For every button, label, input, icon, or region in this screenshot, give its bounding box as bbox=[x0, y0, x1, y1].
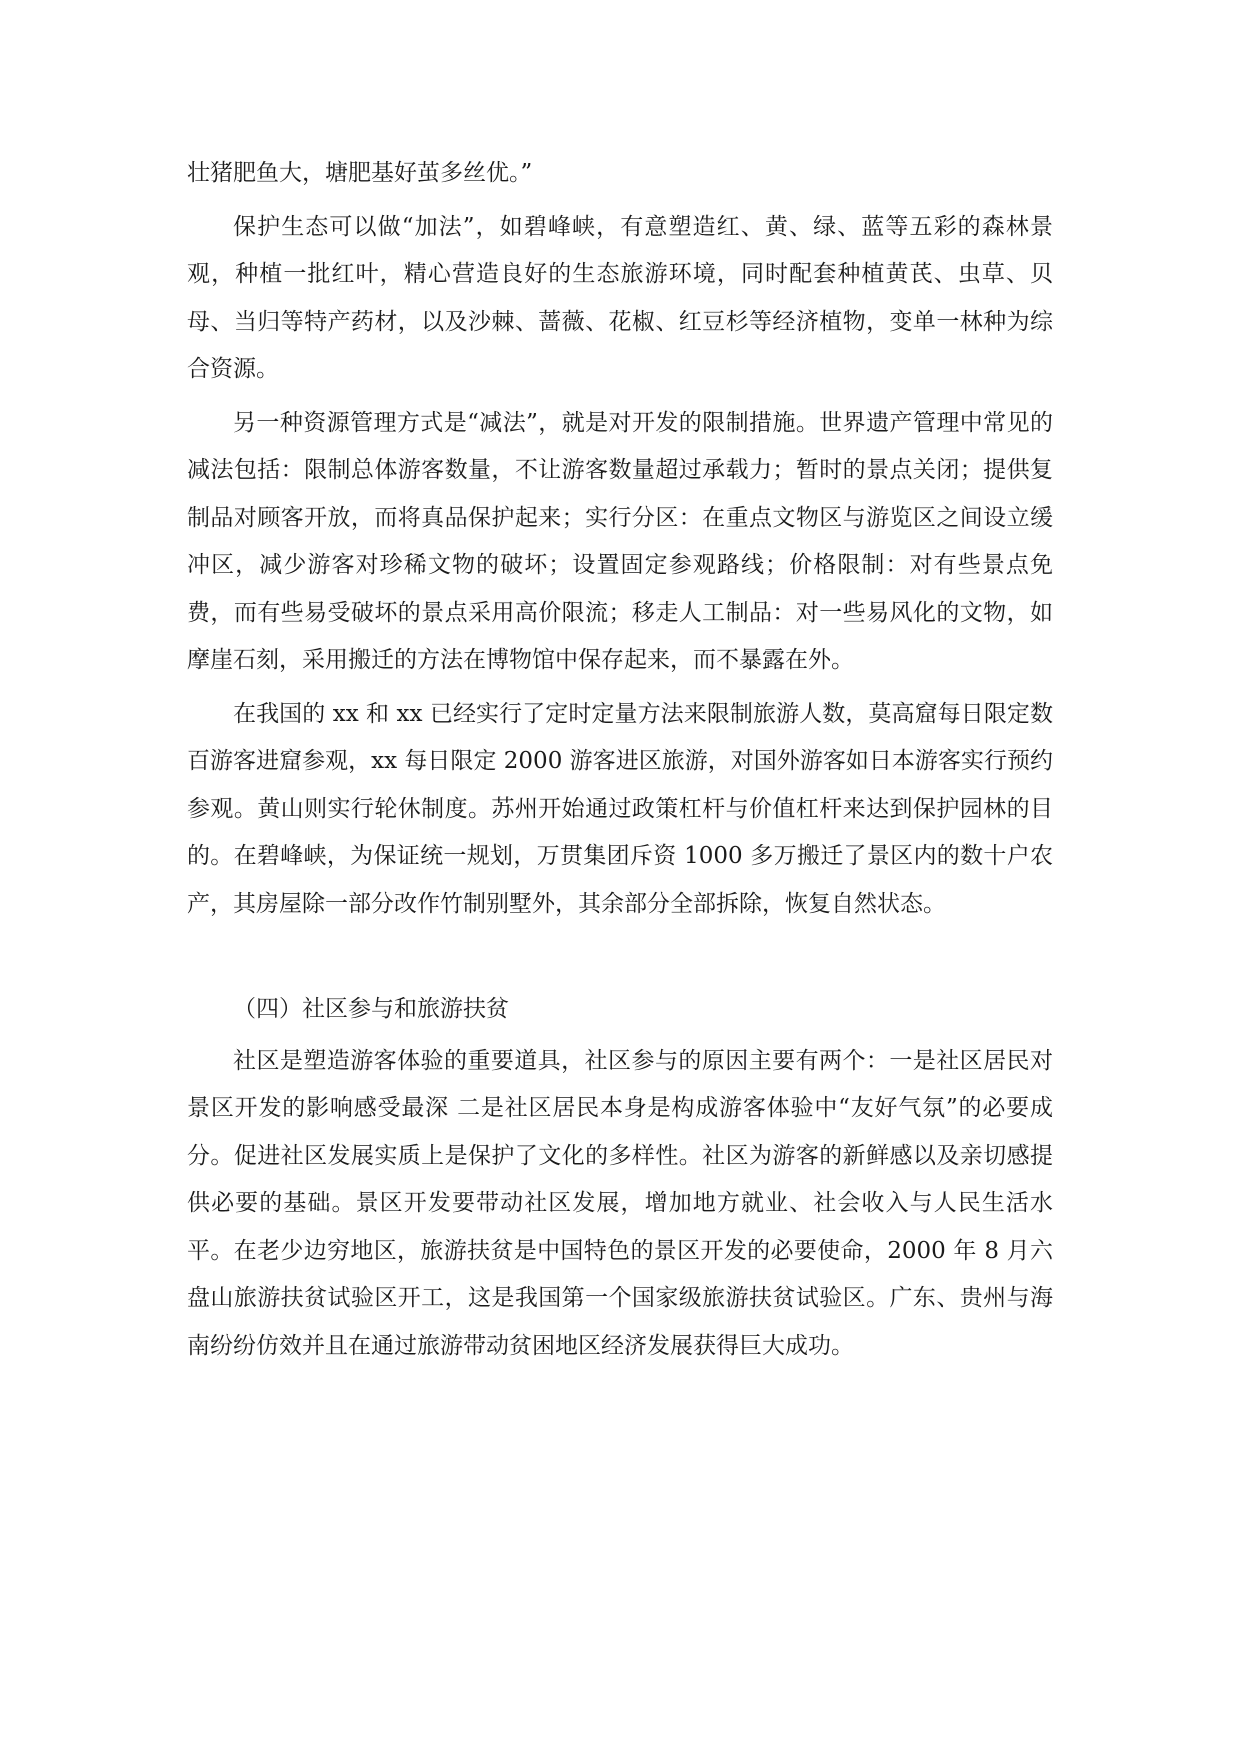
paragraph-visitor-limits: 在我国的 xx 和 xx 已经实行了定时定量方法来限制旅游人数，莫高窟每日限定数百游客进窟参观，xx 每日限定 2000 游客进区旅游，对国外游客如日本游客实行预约参观。黄山则实行轮休制度。苏州开始通过政策杠杆与价值杠杆来达到保护园林的目的。在碧峰峡，为保证统一规划，万贯集团斥资 1000 多万搬迁了景区内的数十户农产，其房屋除一部分改作竹制别墅外，其余部分全部拆除，恢复自然状态。 bbox=[187, 700, 1053, 917]
paragraph-community-participation: 社区是塑造游客体验的重要道具，社区参与的原因主要有两个：一是社区居民对景区开发的影响感受最深 二是社区居民本身是构成游客体验中“友好气氛”的必要成分。促进社区发展实质上是保护了文化的多样性。社区为游客的新鲜感以及亲切感提供必要的基础。景区开发要带动社区发展，增加地方就业、社会收入与人民生活水平。在老少边穷地区，旅游扶贫是中国特色的景区开发的必要使命，2000 年 8 月六盘山旅游扶贫试验区开工，这是我国第一个国家级旅游扶贫试验区。广东、贵州与海南纷纷仿效并且在通过旅游带动贫困地区经济发展获得巨大成功。 bbox=[187, 1047, 1053, 1359]
paragraph-ecology-addition: 保护生态可以做“加法”，如碧峰峡，有意塑造红、黄、绿、蓝等五彩的森林景观，种植一批红叶，精心营造良好的生态旅游环境，同时配套种植黄芪、虫草、贝母、当归等特产药材，以及沙棘、蔷薇、花椒、红豆杉等经济植物，变单一林种为综合资源。 bbox=[187, 213, 1053, 382]
section-heading: （四）社区参与和旅游扶贫 bbox=[233, 996, 509, 1022]
document-body bbox=[187, 150, 1053, 1376]
paragraph-resource-subtraction: 另一种资源管理方式是“减法”，就是对开发的限制措施。世界遗产管理中常见的减法包括：限制总体游客数量，不让游客数量超过承载力；暂时的景点关闭；提供复制品对顾客开放，而将真品保护起来；实行分区：在重点文物区与游览区之间设立缓冲区，减少游客对珍稀文物的破坏；设置固定参观路线；价格限制：对有些景点免费，而有些易受破坏的景点采用高价限流；移走人工制品：对一些易风化的文物，如摩崖石刻，采用搬迁的方法在博物馆中保存起来，而不暴露在外。 bbox=[187, 409, 1053, 673]
paragraph-continuation: 壮猪肥鱼大，塘肥基好茧多丝优。” bbox=[187, 160, 533, 186]
